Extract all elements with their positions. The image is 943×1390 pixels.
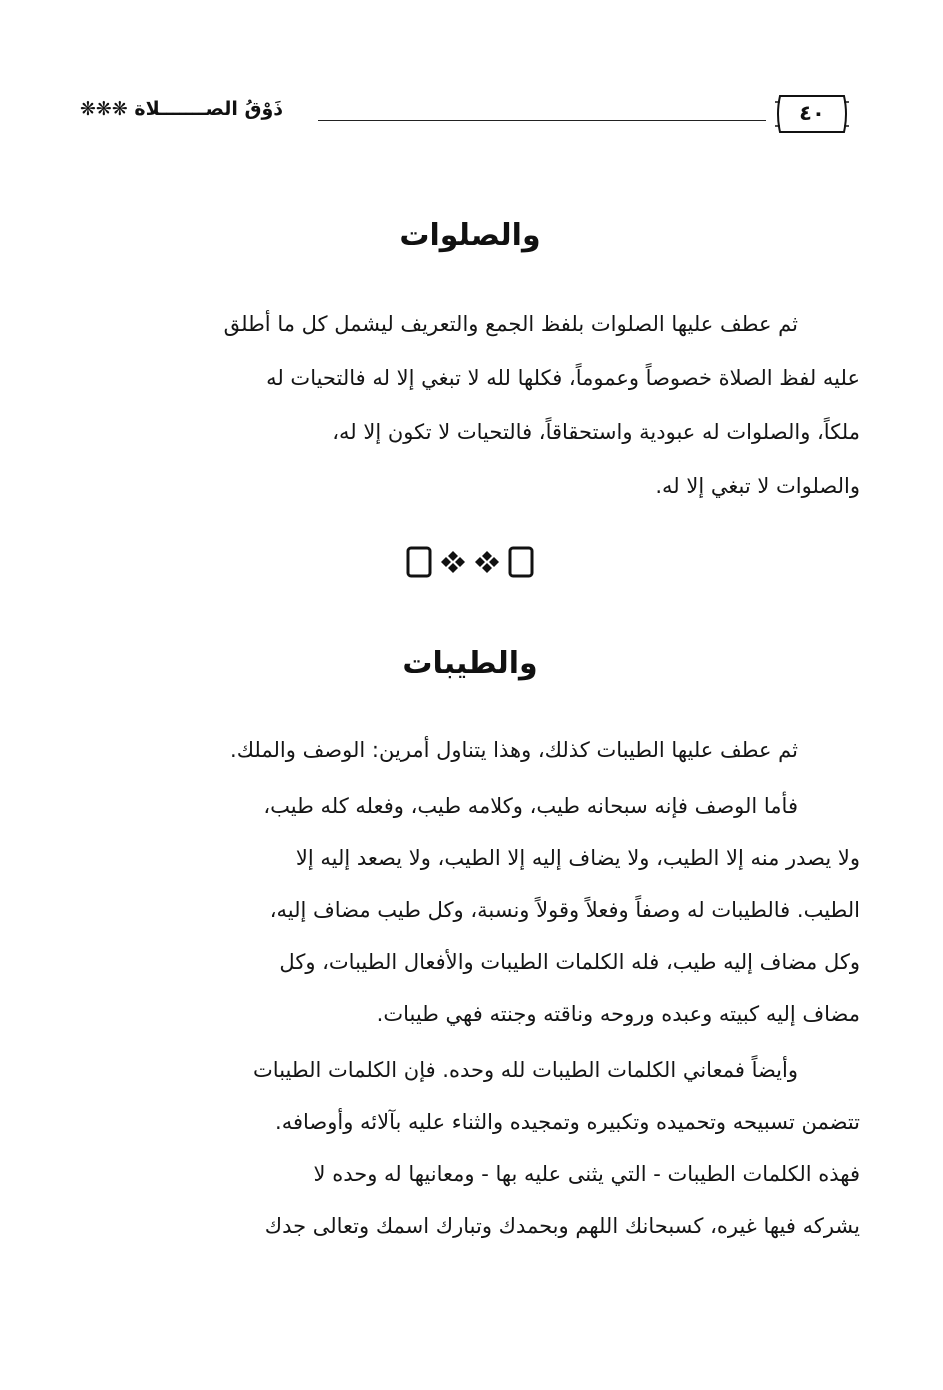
book-title: ذَوْقُ الصـــــــلاة ❋❋❋ — [80, 98, 284, 120]
paragraph-tayyibat-meanings — [80, 1050, 860, 1260]
text-line: يشركه فيها غيره، كسبحانك اللهم وبحمدك وتبارك اسمك وتعالى جدك — [264, 1214, 860, 1238]
text-line: عليه لفظ الصلاة خصوصاً وعموماً، فكلها لله لا تبغي إلا له فالتحيات له — [266, 366, 860, 390]
section-title-tayyibat: والطيبات — [402, 646, 538, 681]
text-line: فهذه الكلمات الطيبات - التي يثنى عليه بها - ومعانيها له وحده لا — [313, 1162, 860, 1186]
text-line: ولا يصدر منه إلا الطيب، ولا يضاف إليه إلا الطيب، ولا يصعد إليه إلا — [295, 846, 860, 870]
text-line: ثم عطف عليها الصلوات بلفظ الجمع والتعريف ليشمل كل ما أطلق — [223, 312, 798, 336]
paragraph-tayyibat-intro — [80, 730, 860, 780]
text-line: ملكاً، والصلوات له عبودية واستحقاقاً، فالتحيات لا تكون إلا له، — [332, 420, 860, 444]
text-line: تتضمن تسبيحه وتحميده وتكبيره وتمجيده والثناء عليه بآلائه وأوصافه. — [275, 1110, 860, 1134]
page-number: ٤٠ — [799, 101, 825, 125]
page-number-box — [774, 92, 850, 136]
text-line: فأما الوصف فإنه سبحانه طيب، وكلامه طيب، وفعله كله طيب، — [263, 794, 798, 818]
paragraph-tayyibat-description — [80, 786, 860, 1046]
text-line: ثم عطف عليها الطيبات كذلك، وهذا يتناول أمرين: الوصف والملك. — [230, 738, 798, 762]
text-line: والصلوات لا تبغي إلا له. — [655, 474, 860, 498]
section-title-salawat: والصلوات — [399, 218, 541, 253]
text-line: وكل مضاف إليه طيب، فله الكلمات الطيبات والأفعال الطيبات، وكل — [279, 950, 860, 974]
diamond-ornament-icon — [400, 542, 540, 582]
text-line: وأيضاً فمعاني الكلمات الطيبات لله وحده. فإن الكلمات الطيبات — [253, 1058, 798, 1082]
paragraph-salawat — [80, 304, 860, 504]
header-rule — [318, 120, 766, 121]
running-header — [80, 88, 850, 140]
text-line: مضاف إليه كبيته وعبده وروحه وناقته وجنته فهي طيبات. — [376, 1002, 860, 1026]
text-line: الطيب. فالطيبات له وصفاً وفعلاً وقولاً ونسبة، وكل طيب مضاف إليه، — [269, 898, 860, 922]
separator-ornament — [400, 542, 540, 582]
